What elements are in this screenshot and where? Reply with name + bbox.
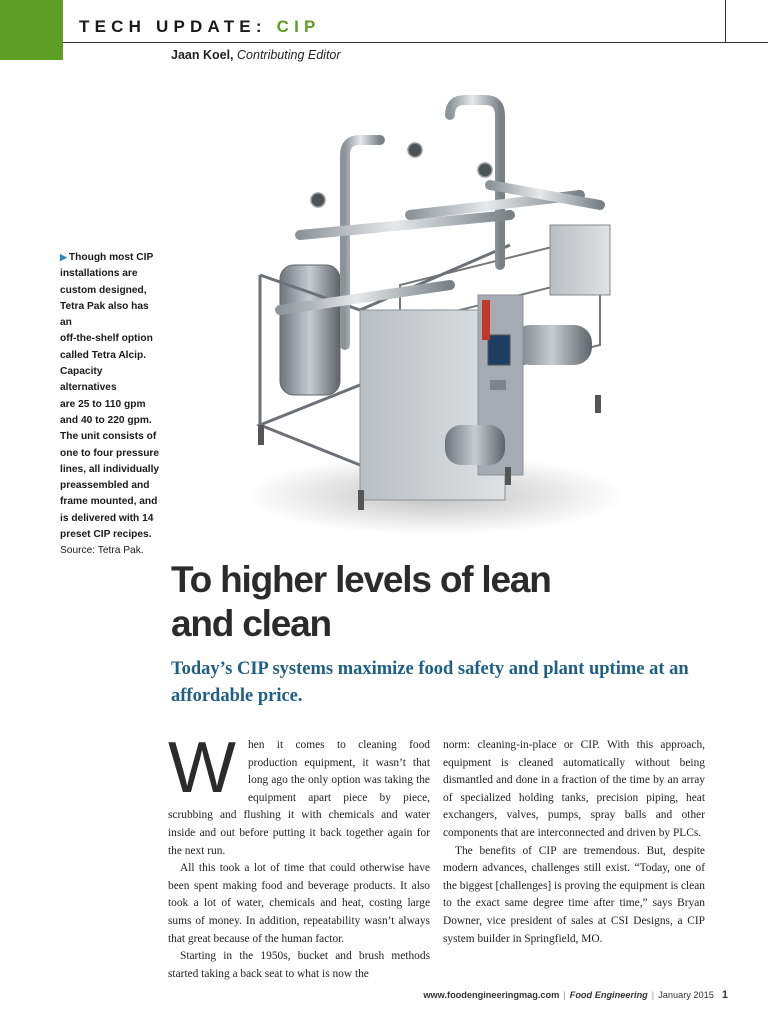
section-label: TECH UPDATE: <box>79 17 277 36</box>
article-subhead: Today’s CIP systems maximize food safety and plant uptime at an affordable price. <box>171 659 689 706</box>
footer-magazine: Food Engineering <box>569 990 648 1000</box>
byline <box>171 48 341 62</box>
page-number: 1 <box>721 989 728 1001</box>
section-color-tab <box>0 0 63 60</box>
footer-website: www.foodengineeringmag.com <box>423 990 560 1000</box>
caption-line: custom designed, <box>60 284 147 296</box>
drop-cap: W <box>168 728 236 808</box>
paragraph <box>168 728 430 860</box>
headline-line-1: To higher levels of lean <box>171 559 551 600</box>
caption-line: is delivered with 14 <box>60 512 154 524</box>
caption-line: preassembled and <box>60 480 150 492</box>
section-accent: CIP <box>276 17 321 36</box>
caption-line: frame mounted, and <box>60 496 158 508</box>
caption-line: called Tetra Alcip. <box>60 349 147 361</box>
caption-source: Source: Tetra Pak. <box>60 545 144 557</box>
caption-line: preset CIP recipes. <box>60 529 152 541</box>
caption-line: and 40 to 220 gpm. <box>60 414 152 426</box>
paragraph: norm: cleaning-in-place or CIP. With this approach, equipment is cleaned automatically without being dismantled and done in a fraction of the time by an array of specialized holding tanks, precision piping, heat exchangers, valves, pumps, spray balls and other components that are interconnected and driven by PLCs. <box>443 739 705 839</box>
caption-line: are 25 to 110 gpm <box>60 398 146 410</box>
caption-line: Tetra Pak also has an <box>60 300 149 329</box>
footer-separator: | <box>563 990 566 1000</box>
caption-line: Though most CIP <box>68 252 154 263</box>
paragraph: The benefits of CIP are tremendous. But, despite modern advances, challenges still exist. “Today, one of the biggest [challenges] is proving the equipment is clean to the exact same degree time after time,” says Bryan Downer, vice president of sales at CSI Designs, a CIP system builder in Springfield, MO. <box>443 844 705 945</box>
caption-line: Capacity alternatives <box>60 366 117 394</box>
caption-line: off-the-shelf option <box>60 333 153 345</box>
page-footer <box>423 989 728 1001</box>
caption-triangle-icon: ▶ <box>60 252 67 262</box>
section-title <box>79 17 321 37</box>
paragraph-text: hen it comes to cleaning food production equipment, it wasn’t that long ago the only option was taking the equipment apart piece by piece, scrubbing and flushing it with chemicals and water inside and out before putting it back together again for the next run. <box>168 739 430 857</box>
paragraph: Starting in the 1950s, bucket and brush methods started taking a back seat to what is now the <box>168 950 430 980</box>
header-vertical-rule <box>725 0 726 42</box>
header-rule <box>63 42 768 43</box>
caption-line: installations are <box>60 268 138 280</box>
author-name: Jaan Koel, <box>171 48 234 62</box>
cip-equipment-illustration-icon <box>250 95 620 535</box>
article-column-1 <box>168 728 430 983</box>
caption-line: one to four pressure <box>60 447 160 459</box>
headline-line-2: and clean <box>171 603 331 644</box>
footer-date: January 2015 <box>658 990 714 1000</box>
author-role: Contributing Editor <box>237 48 341 62</box>
article-headline <box>171 558 691 646</box>
caption-line: lines, all individually <box>60 463 160 475</box>
figure-caption <box>60 249 160 560</box>
article-column-2 <box>443 737 705 948</box>
caption-line: The unit consists of <box>60 431 157 443</box>
footer-separator: | <box>651 990 655 1000</box>
paragraph: All this took a lot of time that could otherwise have been spent making food and beverage products. It also took a lot of water, chemicals and heat, costing large sums of money. In addition, repeatability wasn’t always that great because of the human factor. <box>168 862 430 945</box>
